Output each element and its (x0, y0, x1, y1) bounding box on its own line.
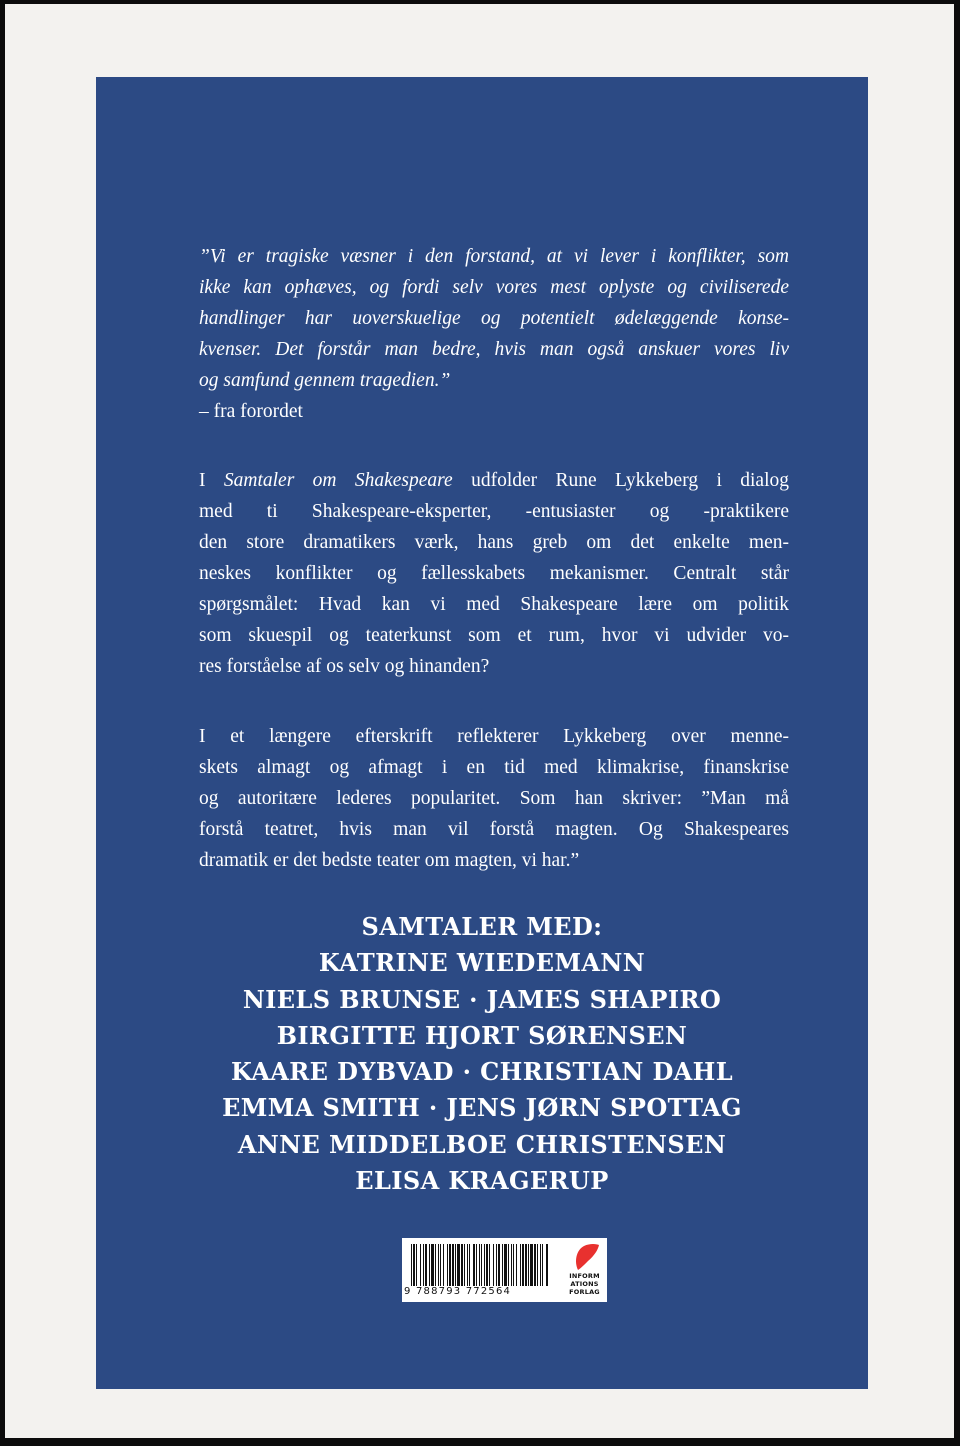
paragraph-line: den store dramatikers værk, hans greb om det enkelte men- (199, 532, 789, 553)
barcode-bar (516, 1244, 517, 1286)
barcode-bar (540, 1244, 541, 1286)
barcode-bar (546, 1244, 548, 1286)
barcode-bar (504, 1244, 507, 1286)
barcode-bar (411, 1244, 412, 1286)
publisher-name-line: INFORM (569, 1272, 600, 1280)
paragraph-line: med ti Shakespeare-eksperter, -entusiaster og -praktikere (199, 501, 789, 522)
barcode-bar (528, 1244, 529, 1286)
barcode-bar (508, 1244, 509, 1286)
barcode-bar (461, 1244, 463, 1286)
barcode-bar (537, 1244, 538, 1286)
interviewee-heading: SAMTALER MED: (361, 912, 603, 941)
barcode-bar (476, 1244, 477, 1286)
paragraph-line (199, 465, 789, 496)
barcode-bar (542, 1244, 543, 1286)
interviewee-row: BIRGITTE HJORT SØRENSEN (276, 1020, 688, 1050)
isbn-barcode (402, 1238, 562, 1302)
pull-quote (199, 241, 789, 427)
barcode-bar (530, 1244, 533, 1286)
paragraph-line: som skuespil og teaterkunst som et rum, hvor vi udvider vo- (199, 625, 789, 646)
barcode-bar (457, 1244, 460, 1286)
isbn-number: 9 788793 772564 (404, 1286, 512, 1297)
barcode-bar (481, 1244, 482, 1286)
publisher-name-line: FORLAG (569, 1288, 600, 1296)
quote-line: ”Vi er tragiske væsner i den forstand, at vi lever i konflikter, som (199, 246, 789, 267)
barcode-bar (498, 1244, 500, 1286)
barcode-bar (489, 1244, 490, 1286)
quote-line: handlinger har uoverskuelige og potentielt ødelæggende konse- (199, 308, 789, 329)
paragraph-line: skets almagt og afmagt i en tid med klimakrise, finanskrise (199, 757, 789, 778)
paragraph-line: forstå teatret, hvis man vil forstå magten. Og Shakespeares (199, 819, 789, 840)
barcode-bar (435, 1244, 436, 1286)
lead-text: I (199, 470, 224, 491)
quote-attribution: – fra forordet (199, 401, 303, 422)
paragraph-line: dramatik er det bedste teater om magten, vi har.” (199, 850, 580, 871)
barcode-bar (522, 1244, 524, 1286)
blue-panel (96, 77, 868, 1389)
barcode-bar (464, 1244, 465, 1286)
barcode-bar (525, 1244, 527, 1286)
book-title-italic: Samtaler om Shakespeare (223, 470, 453, 491)
barcode-bar (467, 1244, 468, 1286)
barcode-bar (493, 1244, 494, 1286)
barcode-bar (429, 1244, 430, 1286)
barcode-bar (425, 1244, 427, 1286)
interviewee-list (96, 909, 868, 1199)
barcode-bar (423, 1244, 424, 1286)
publisher-logo (562, 1238, 607, 1302)
barcode-bar (440, 1244, 441, 1286)
interviewee-row: NIELS BRUNSE · JAMES SHAPIRO (242, 984, 722, 1014)
barcode-bar (534, 1244, 536, 1286)
interviewee-row: EMMA SMITH · JENS JØRN SPOTTAG (222, 1093, 742, 1123)
lead-rest-text: udfolder Rune Lykkeberg i dialog (452, 470, 789, 491)
book-back-cover (5, 4, 954, 1438)
interviewee-row: ANNE MIDDELBOE CHRISTENSEN (237, 1129, 727, 1159)
barcode-bar (449, 1244, 451, 1286)
barcode-bar (443, 1244, 444, 1286)
publisher-name (562, 1272, 607, 1296)
barcode-bars (409, 1244, 549, 1286)
interviewee-row: KAARE DYBVAD · CHRISTIAN DAHL (230, 1057, 734, 1087)
barcode-bar (513, 1244, 514, 1286)
barcode-bar (438, 1244, 439, 1286)
quote-line: kvenser. Det forstår man bedre, hvis man også anskuer vores liv (199, 339, 789, 360)
barcode-bar (484, 1244, 485, 1286)
paragraph-line: neskes konflikter og fællesskabets mekanismer. Centralt står (199, 563, 789, 584)
barcode-bar (520, 1244, 521, 1286)
quote-line: og samfund gennem tragedien.” (199, 370, 451, 391)
barcode-bar (511, 1244, 512, 1286)
interviewee-row: ELISA KRAGERUP (355, 1166, 609, 1196)
barcode-bar (502, 1244, 503, 1286)
description-paragraph-1 (199, 465, 789, 682)
barcode-bar (496, 1244, 497, 1286)
interviewee-row: KATRINE WIEDEMANN (318, 948, 646, 978)
paragraph-line: I et længere efterskrift reflekterer Lykkeberg over menne- (199, 726, 789, 747)
barcode-bar (469, 1244, 470, 1286)
publisher-name-line: ATIONS (570, 1280, 599, 1288)
barcode-bar (420, 1244, 421, 1286)
barcode-bar (473, 1244, 475, 1286)
barcode-bar (479, 1244, 480, 1286)
barcode-bar (416, 1244, 417, 1286)
barcode-bar (455, 1244, 456, 1286)
quote-line: ikke kan ophæves, og fordi selv vores mest oplyste og civiliserede (199, 277, 789, 298)
barcode-bar (486, 1244, 488, 1286)
paragraph-line: og autoritære lederes popularitet. Som han skriver: ”Man må (199, 788, 789, 809)
barcode-bar (447, 1244, 448, 1286)
barcode-bar (413, 1244, 415, 1286)
barcode-bar (431, 1244, 434, 1286)
description-paragraph-2 (199, 721, 789, 876)
paragraph-line: spørgsmålet: Hvad kan vi med Shakespeare lære om politik (199, 594, 789, 615)
paragraph-line: res forståelse af os selv og hinanden? (199, 656, 490, 677)
publisher-leaf-icon (568, 1242, 600, 1272)
barcode-bar (452, 1244, 454, 1286)
